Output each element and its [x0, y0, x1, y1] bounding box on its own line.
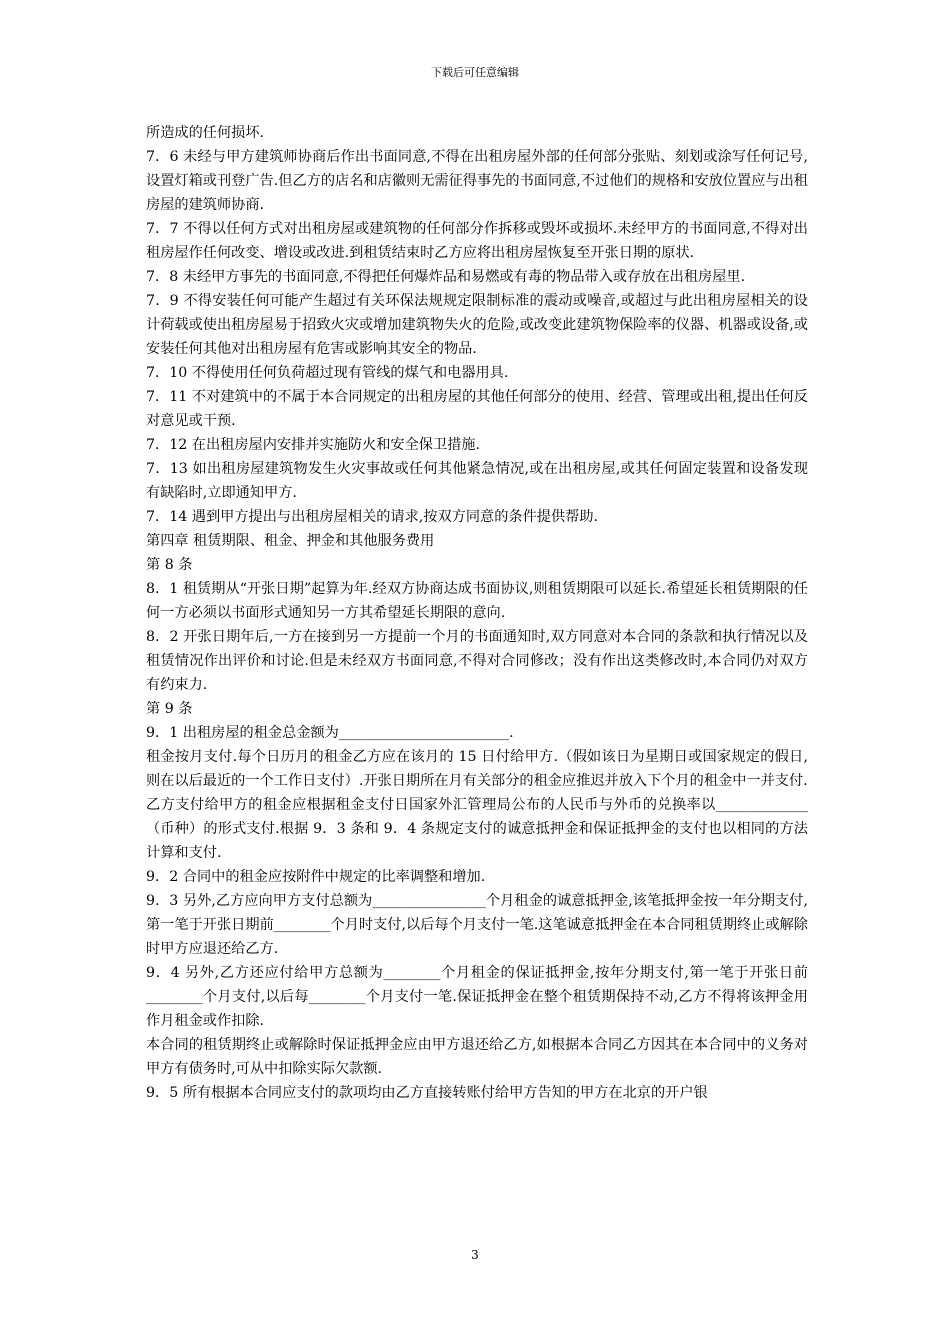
paragraph: 8．1 租赁期从“开张日期”起算为年.经双方协商达成书面协议,则租赁期限可以延长.希望延长租赁期限的任何一方必须以书面形式通知另一方其希望延长期限的意向.: [146, 581, 808, 621]
page-number: 3: [471, 1248, 479, 1262]
paragraph: 8．2 开张日期年后,一方在接到另一方提前一个月的书面通知时,双方同意对本合同的条款和执行情况以及租赁情况作出评价和讨论.但是未经双方书面同意,不得对合同修改；没有作出这类修改时,本合同仍对双方有约束力.: [146, 629, 808, 693]
paragraph: 租金按月支付.每个日历月的租金乙方应在该月的 15 日付给甲方.（假如该日为星期日或国家规定的假日,则在以后最近的一个工作日支付）.开张日期所在月有关部分的租金应推迟并放入下个月的租金中一并支付.: [146, 749, 808, 789]
paragraph: 7．10 不得使用任何负荷超过现有管线的煤气和电器用具.: [146, 365, 509, 381]
paragraph: 7．14 遇到甲方提出与出租房屋相关的请求,按双方同意的条件提供帮助.: [146, 509, 599, 525]
page-header: 下载后可任意编辑: [431, 66, 519, 79]
paragraph: 所造成的任何损坏.: [146, 125, 265, 141]
paragraph: 9．4 另外,乙方还应付给甲方总额为________个月租金的保证抵押金,按年分期支付,第一笔于开张日前________个月支付,以后每________个月支付一笔.保证抵押金在整个租赁期保持不动,乙方不得将该押金用作月租金或作扣除.: [146, 965, 808, 1029]
paragraph: 乙方支付给甲方的租金应根据租金支付日国家外汇管理局公布的人民币与外币的兑换率以_____________（币种）的形式支付.根据 9．3 条和 9．4 条规定支付的诚意抵押金和保证抵押金的支付也以相同的方法计算和支付.: [146, 797, 808, 861]
paragraph: 本合同的租赁期终止或解除时保证抵押金应由甲方退还给乙方,如根据本合同乙方因其在本合同中的义务对甲方有债务时,可从中扣除实际欠款额.: [146, 1037, 808, 1077]
paragraph: 7．8 未经甲方事先的书面同意,不得把任何爆炸品和易燃或有毒的物品带入或存放在出租房屋里.: [146, 269, 746, 285]
article-heading: 第 9 条: [146, 701, 193, 717]
chapter-heading: 第四章 租赁期限、租金、押金和其他服务费用: [146, 533, 435, 549]
paragraph: 7．7 不得以任何方式对出租房屋或建筑物的任何部分作拆移或毁坏或损坏.未经甲方的书面同意,不得对出租房屋作任何改变、增设或改进.到租赁结束时乙方应将出租房屋恢复至开张日期的原状.: [146, 221, 808, 261]
paragraph: 9．2 合同中的租金应按附件中规定的比率调整和增加.: [146, 869, 486, 885]
paragraph: 7．13 如出租房屋建筑物发生火灾事故或任何其他紧急情况,或在出租房屋,或其任何固定装置和设备发现有缺陷时,立即通知甲方.: [146, 461, 808, 501]
article-heading: 第 8 条: [146, 557, 193, 573]
document-body: [146, 121, 808, 1105]
paragraph: 9．1 出租房屋的租金总金额为________________________.: [146, 725, 514, 741]
paragraph: 7．6 未经与甲方建筑师协商后作出书面同意,不得在出租房屋外部的任何部分张贴、刻划或涂写任何记号,设置灯箱或刊登广告.但乙方的店名和店徽则无需征得事先的书面同意,不过他们的规格和安放位置应与出租房屋的建筑师协商.: [146, 149, 808, 213]
paragraph: 9．3 另外,乙方应向甲方支付总额为________________个月租金的诚意抵押金,该笔抵押金按一年分期支付,第一笔于开张日期前________个月时支付,以后每个月支付一笔.这笔诚意抵押金在本合同租赁期终止或解除时甲方应退还给乙方.: [146, 893, 808, 957]
paragraph: 7．11 不对建筑中的不属于本合同规定的出租房屋的其他任何部分的使用、经营、管理或出租,提出任何反对意见或干预.: [146, 389, 808, 429]
paragraph: 7．12 在出租房屋内安排并实施防火和安全保卫措施.: [146, 437, 481, 453]
paragraph: 7．9 不得安装任何可能产生超过有关环保法规规定限制标准的震动或噪音,或超过与此出租房屋相关的设计荷载或使出租房屋易于招致火灾或增加建筑物失火的危险,或改变此建筑物保险率的仪器、机器或设备,或安装任何其他对出租房屋有危害或影响其安全的物品.: [146, 293, 808, 357]
paragraph: 9．5 所有根据本合同应支付的款项均由乙方直接转账付给甲方告知的甲方在北京的开户银: [146, 1085, 708, 1101]
